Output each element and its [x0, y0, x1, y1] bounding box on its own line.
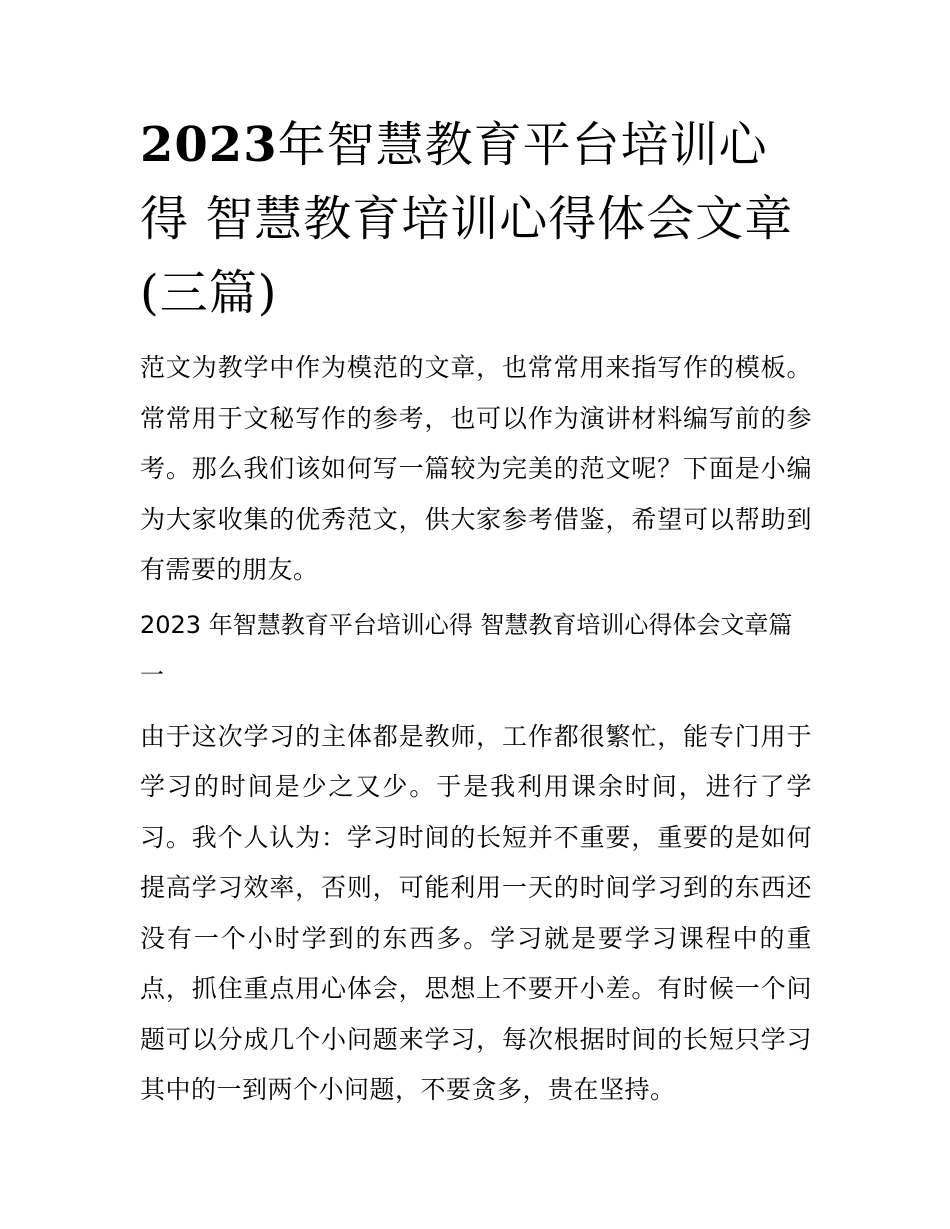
title-text: 年智慧教育平台培训心得 智慧教育培训心得体会文章(三篇) — [140, 117, 794, 321]
document-title — [140, 108, 812, 330]
body-paragraph: 由于这次学习的主体都是教师，工作都很繁忙，能专门用于学习的时间是少之又少。于是我利用课余时间，进行了学习。我个人认为：学习时间的长短并不重要，重要的是如何提高学习效率，否则，可能利用一天的时间学习到的东西还没有一个小时学到的东西多。学习就是要学习课程中的重点，抓住重点用心体会，思想上不要开小差。有时候一个问题可以分成几个小问题来学习，每次根据时间的长短只学习其中的一到两个小问题，不要贪多，贵在坚持。 — [140, 721, 812, 1104]
document-page — [140, 108, 812, 1116]
section-heading: 2023 年智慧教育平台培训心得 智慧教育培训心得体会文章篇一 — [140, 610, 793, 689]
intro-paragraph: 范文为教学中作为模范的文章，也常常用来指写作的模板。常常用于文秘写作的参考，也可以作为演讲材料编写前的参考。那么我们该如何写一篇较为完美的范文呢？下面是小编为大家收集的优秀范文，供大家参考借鉴，希望可以帮助到有需要的朋友。 — [140, 353, 812, 584]
title-year: 2023 — [140, 117, 278, 173]
